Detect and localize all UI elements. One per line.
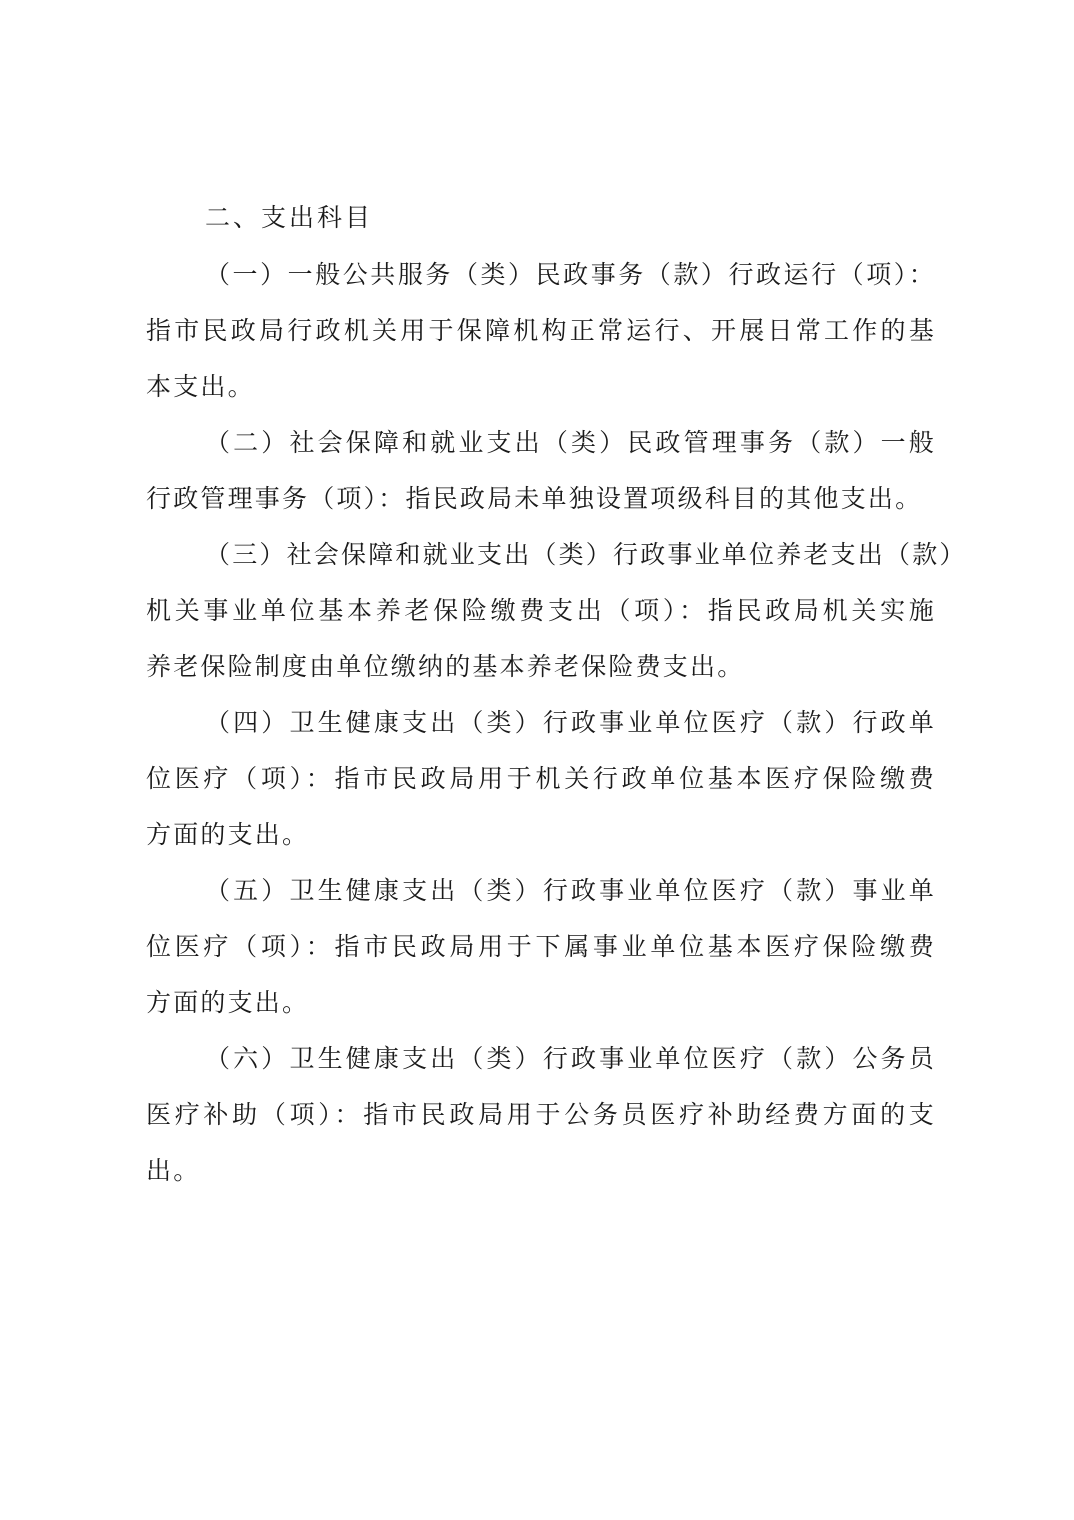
item-line: 指市民政局行政机关用于保障机构正常运行、开展日常工作的基 (146, 316, 936, 345)
item-line: （五）卫生健康支出（类）行政事业单位医疗（款）事业单 (205, 876, 936, 905)
item-line: （四）卫生健康支出（类）行政事业单位医疗（款）行政单 (205, 708, 936, 737)
item-line: （六）卫生健康支出（类）行政事业单位医疗（款）公务员 (205, 1044, 936, 1073)
item-line: 养老保险制度由单位缴纳的基本养老保险费支出。 (146, 652, 745, 681)
item-line: 方面的支出。 (146, 988, 310, 1017)
item-line: 位医疗（项）：指市民政局用于下属事业单位基本医疗保险缴费 (146, 932, 936, 961)
item-line: （二）社会保障和就业支出（类）民政管理事务（款）一般 (205, 428, 936, 457)
item-line: 位医疗（项）：指市民政局用于机关行政单位基本医疗保险缴费 (146, 764, 936, 793)
item-line: 本支出。 (146, 372, 255, 401)
item-line: （三）社会保障和就业支出（类）行政事业单位养老支出（款） (205, 540, 967, 569)
item-line: 行政管理事务（项）：指民政局未单独设置项级科目的其他支出。 (146, 484, 923, 513)
item-line: 方面的支出。 (146, 820, 310, 849)
item-line: 机关事业单位基本养老保险缴费支出（项）：指民政局机关实施 (146, 596, 936, 625)
item-line: 出。 (146, 1156, 201, 1185)
item-line: 医疗补助（项）：指市民政局用于公务员医疗补助经费方面的支 (146, 1100, 936, 1129)
item-line: （一）一般公共服务（类）民政事务（款）行政运行（项）： (205, 260, 936, 289)
section-heading: 二、支出科目 (205, 203, 374, 232)
